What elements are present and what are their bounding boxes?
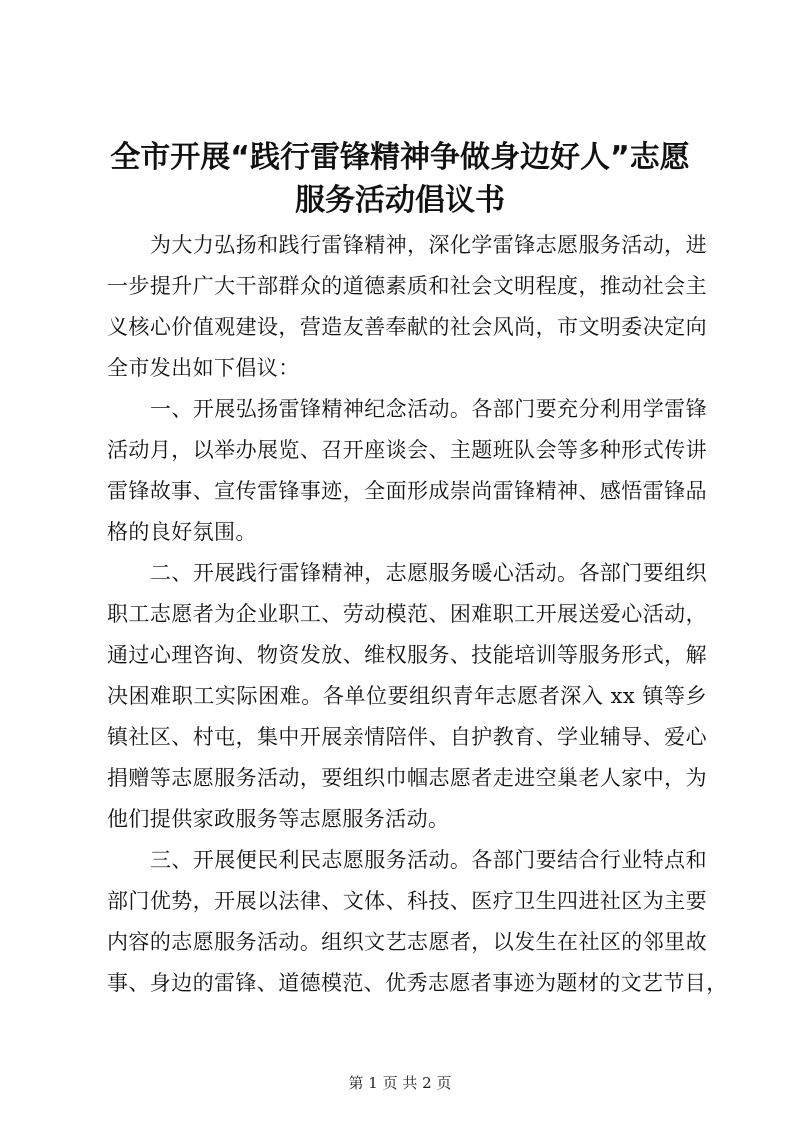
paragraph-3-line-2: 职工志愿者为企业职工、劳动模范、困难职工开展送爱心活动，: [107, 602, 707, 626]
paragraph-3-line-1: 二、开展践行雷锋精神，志愿服务暖心活动。各部门要组织: [150, 561, 707, 585]
paragraph-4-line-1: 三、开展便民利民志愿服务活动。各部门要结合行业特点和: [150, 848, 707, 872]
paragraph-4-line-4: 事、身边的雷锋、道德模范、优秀志愿者事迹为题材的文艺节目，: [107, 971, 728, 995]
page-footer: 第 1 页 共 2 页: [348, 1074, 452, 1092]
document-title-line-2: 服务活动倡议书: [295, 183, 505, 218]
paragraph-1-line-1: 为大力弘扬和践行雷锋精神，深化学雷锋志愿服务活动，进: [150, 233, 707, 257]
paragraph-2-line-4: 格的良好氛围。: [107, 520, 257, 544]
document-title-line-1: 全市开展“践行雷锋精神争做身边好人”志愿: [110, 140, 690, 175]
paragraph-2-line-3: 雷锋故事、宣传雷锋事迹，全面形成崇尚雷锋精神、感悟雷锋品: [107, 479, 707, 503]
paragraph-1-line-4: 全市发出如下倡议：: [107, 356, 300, 380]
paragraph-1-line-3: 义核心价值观建设，营造友善奉献的社会风尚，市文明委决定向: [107, 315, 707, 339]
paragraph-3-line-5: 镇社区、村屯，集中开展亲情陪伴、自护教育、学业辅导、爱心: [107, 725, 707, 749]
paragraph-3-line-7: 他们提供家政服务等志愿服务活动。: [107, 807, 450, 831]
paragraph-4-line-2: 部门优势，开展以法律、文体、科技、医疗卫生四进社区为主要: [107, 889, 707, 913]
paragraph-4-line-3: 内容的志愿服务活动。组织文艺志愿者，以发生在社区的邻里故: [107, 930, 707, 954]
paragraph-3-line-3: 通过心理咨询、物资发放、维权服务、技能培训等服务形式，解: [107, 643, 707, 667]
paragraph-1-line-2: 一步提升广大干部群众的道德素质和社会文明程度，推动社会主: [107, 274, 707, 298]
paragraph-3-line-6: 捐赠等志愿服务活动，要组织巾帼志愿者走进空巢老人家中，为: [107, 766, 707, 790]
paragraph-2-line-2: 活动月，以举办展览、召开座谈会、主题班队会等多种形式传讲: [107, 438, 707, 462]
paragraph-2-line-1: 一、开展弘扬雷锋精神纪念活动。各部门要充分利用学雷锋: [150, 397, 707, 421]
paragraph-3-line-4: 决困难职工实际困难。各单位要组织青年志愿者深入 xx 镇等乡: [107, 684, 707, 708]
